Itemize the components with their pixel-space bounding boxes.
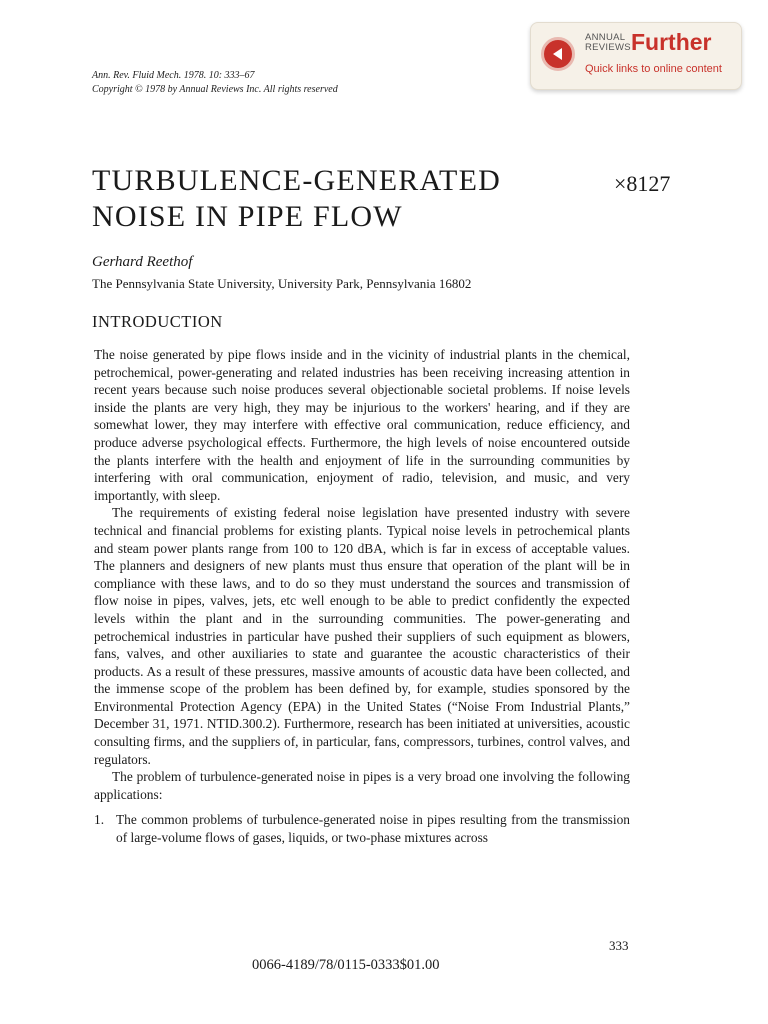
list-item-text: The common problems of turbulence-generated noise in pipes resulting from the transmission of large-volume flows of gases, liquids, or two-phase mixtures across bbox=[116, 812, 630, 846]
list-item bbox=[94, 811, 630, 846]
further-label: Further bbox=[631, 29, 712, 55]
article-title: TURBULENCE-GENERATED NOISE IN PIPE FLOW bbox=[92, 164, 501, 233]
paragraph: The requirements of existing federal noise legislation have presented industry with severe technical and financial problems for existing plants. Typical noise levels in petrochemical plants and steam power plants range from 100 to 120 dBA, which is far in excess of acceptable values. The planners and designers of new plants must thus ensure that operation of the plant will be in compliance with these laws, and to do so they must understand the sources and transmission of flow noise in pipes, valves, jets, etc well enough to be able to predict confidently the expected levels within the plant and in the surrounding communities. The power-generating and petrochemical industries in particular have pushed their suppliers of such equipment as blowers, fans, valves, and other auxiliaries to state and guarantee the acoustic characteristics of their products. As a result of these pressures, massive amounts of acoustic data have been collected, and the immense scope of the problem has been defined by, for example, studies sponsored by the Environmental Protection Agency (EPA) in the United States (“Noise From Industrial Plants,” December 31, 1971. NTID.300.2). Furthermore, research has been initiated at universities, acoustic consulting firms, and the suppliers of, in particular, fans, compressors, turbines, control valves, and regulators. bbox=[94, 505, 630, 767]
page-number: 333 bbox=[609, 938, 629, 953]
section-heading: INTRODUCTION bbox=[92, 312, 223, 331]
author-affiliation: The Pennsylvania State University, University Park, Pennsylvania 16802 bbox=[92, 276, 472, 291]
list-item-number: 1. bbox=[94, 812, 105, 828]
article-identifier-footer: 0066-4189/78/0115-0333$01.00 bbox=[252, 957, 440, 973]
copyright-line: Copyright © 1978 by Annual Reviews Inc. All rights reserved bbox=[92, 84, 338, 95]
citation-line-1: Ann. Rev. Fluid Mech. 1978. 10: 333–67 bbox=[92, 70, 255, 81]
journal-citation bbox=[92, 69, 338, 97]
author-name: Gerhard Reethof bbox=[92, 254, 193, 270]
article-code: ×8127 bbox=[614, 171, 671, 196]
paragraph: The noise generated by pipe flows inside and in the vicinity of industrial plants in the chemical, petrochemical, power-generating and related industries has been receiving increasing attention in recent years because such noise produces several objectionable societal problems. If noise levels inside the plants are very high, they may be injurious to the workers' hearing, and if they are somewhat lower, they may interfere with effective oral communication, reduce efficiency, and produce adverse psychological effects. Furthermore, the high levels of noise encountered outside the plants interfere with the health and enjoyment of life in the surrounding communities by interfering with oral communication, enjoyment of radio, television, and music, and very importantly, with sleep. bbox=[94, 347, 630, 503]
back-arrow-icon bbox=[541, 37, 575, 71]
paragraph: The problem of turbulence-generated noise in pipes is a very broad one involving the following applications: bbox=[94, 769, 630, 802]
badge-tagline[interactable]: Quick links to online content bbox=[585, 63, 722, 75]
article-body bbox=[94, 346, 630, 847]
annual-reviews-logo-text: ANNUAL REVIEWS bbox=[585, 32, 631, 53]
annual-reviews-further-badge[interactable] bbox=[530, 22, 742, 90]
